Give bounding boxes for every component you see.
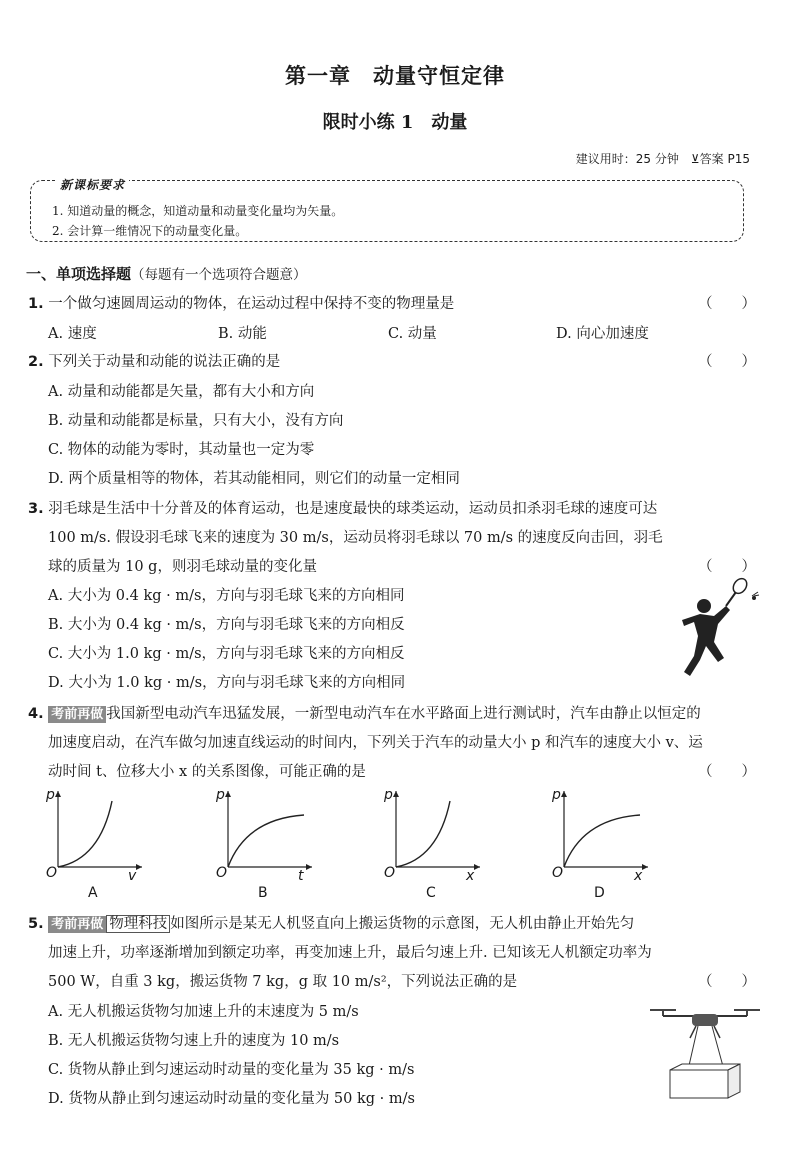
question-5-line-2: 加速上升，功率逐渐增加到额定功率，再变加速上升，最后匀速上升. 已知该无人机额定功率为 [48,945,652,961]
question-number: 5. [28,916,44,932]
badminton-player-illustration [680,576,760,684]
graph-b[interactable] [212,785,322,905]
origin-label: O [384,865,396,881]
y-axis-label: p [46,787,55,803]
chapter-title: 第一章 动量守恒定律 [285,63,505,88]
answer-blank[interactable]: （ ） [698,764,756,780]
x-axis-label: x [466,868,475,884]
suggested-time-answer-ref: 建议用时：25 分钟 ⊻答案 P15 [575,152,750,166]
question-2 [28,350,280,371]
option-b[interactable]: B. 大小为 0.4 kg · m/s，方向与羽毛球飞来的方向相反 [48,617,405,633]
answer-blank[interactable]: （ ） [698,296,756,312]
option-d[interactable]: D. 大小为 1.0 kg · m/s，方向与羽毛球飞来的方向相同 [48,675,406,691]
option-d[interactable]: D. 两个质量相等的物体，若其动能相同，则它们的动量一定相同 [48,471,460,487]
graph-a-plot [42,785,152,880]
option-b[interactable]: B. 动能 [218,326,267,342]
question-4-line-2: 加速度启动，在汽车做匀加速直线运动的时间内，下列关于汽车的动量大小 p 和汽车的速度大小 v、运 [48,735,703,751]
question-stem: 一个做匀速圆周运动的物体，在运动过程中保持不变的物理量是 [48,296,455,312]
origin-label: O [46,865,58,881]
origin-label: O [552,865,564,881]
option-a[interactable]: A. 大小为 0.4 kg · m/s，方向与羽毛球飞来的方向相同 [48,588,405,604]
question-number: 1. [28,296,44,312]
origin-label: O [216,865,228,881]
question-3-line-2: 100 m/s. 假设羽毛球飞来的速度为 30 m/s，运动员将羽毛球以 70 m/s 的速度反向击回，羽毛 [48,530,663,546]
option-d[interactable]: D. 货物从静止到匀速运动时动量的变化量为 50 kg · m/s [48,1091,415,1107]
answer-blank[interactable]: （ ） [698,559,756,575]
y-axis-label: p [216,787,225,803]
graph-c-plot [380,785,490,880]
section-subtitle: 限时小练 1 动量 [322,112,468,133]
question-number: 3. [28,501,44,517]
option-c[interactable]: C. 大小为 1.0 kg · m/s，方向与羽毛球飞来的方向相反 [48,646,405,662]
option-c[interactable]: C. 物体的动能为零时，其动量也一定为零 [48,442,315,458]
question-5-line-3: 500 W，自重 3 kg，搬运货物 7 kg，g 取 10 m/s²，下列说法正确的是 [48,974,518,990]
option-a[interactable]: A. 无人机搬运货物匀加速上升的末速度为 5 m/s [48,1004,359,1020]
x-axis-label: t [298,868,304,884]
question-stem: 羽毛球是生活中十分普及的体育运动，也是速度最快的球类运动，运动员扣杀羽毛球的速度可达 [48,501,658,517]
drone-illustration [640,1002,770,1102]
x-axis-label: x [634,868,643,884]
y-axis-label: p [384,787,393,803]
topic-tag: 物理科技 [106,915,170,933]
option-b[interactable]: B. 动量和动能都是标量，只有大小，没有方向 [48,413,344,429]
review-badge: 考前再做 [48,706,106,723]
question-number: 2. [28,354,44,370]
option-b[interactable]: B. 无人机搬运货物匀速上升的速度为 10 m/s [48,1033,340,1049]
x-axis-label: v [128,868,137,884]
question-5-line-1 [28,912,634,933]
section-note: （每题有一个选项符合题意） [131,267,307,283]
option-d[interactable]: D. 向心加速度 [556,326,649,342]
section-title: 一、单项选择题 [26,265,132,283]
y-axis-label: p [552,787,561,803]
graph-b-plot [212,785,322,880]
option-a[interactable]: A. 速度 [48,326,97,342]
requirement-item: 1. 知道动量的概念，知道动量和动量变化量均为矢量。 [52,204,344,218]
question-stem: 如图所示是某无人机竖直向上搬运货物的示意图，无人机由静止开始先匀 [170,916,635,932]
section-heading [26,263,307,284]
question-3-line-1 [28,497,657,518]
answer-blank[interactable]: （ ） [698,974,756,990]
question-4-line-1 [28,702,701,723]
review-badge: 考前再做 [48,916,106,933]
option-label: B [258,885,268,901]
graph-d[interactable] [548,785,658,905]
option-label: D [594,885,605,901]
question-1 [28,292,454,313]
requirements-title: 新课标要求 [56,176,129,193]
graph-d-plot [548,785,658,880]
question-4-line-3: 动时间 t、位移大小 x 的关系图像，可能正确的是 [48,764,366,780]
question-stem: 我国新型电动汽车迅猛发展，一新型电动汽车在水平路面上进行测试时，汽车由静止以恒定的 [106,706,701,722]
option-c[interactable]: C. 动量 [388,326,437,342]
question-number: 4. [28,706,44,722]
option-label: C [426,885,436,901]
question-stem: 下列关于动量和动能的说法正确的是 [48,354,281,370]
answer-blank[interactable]: （ ） [698,354,756,370]
question-3-line-3: 球的质量为 10 g，则羽毛球动量的变化量 [48,559,317,575]
option-a[interactable]: A. 动量和动能都是矢量，都有大小和方向 [48,384,315,400]
graph-c[interactable] [380,785,490,905]
requirement-item: 2. 会计算一维情况下的动量变化量。 [52,224,248,238]
option-c[interactable]: C. 货物从静止到匀速运动时动量的变化量为 35 kg · m/s [48,1062,415,1078]
option-label: A [88,885,98,901]
graph-a[interactable] [42,785,152,905]
